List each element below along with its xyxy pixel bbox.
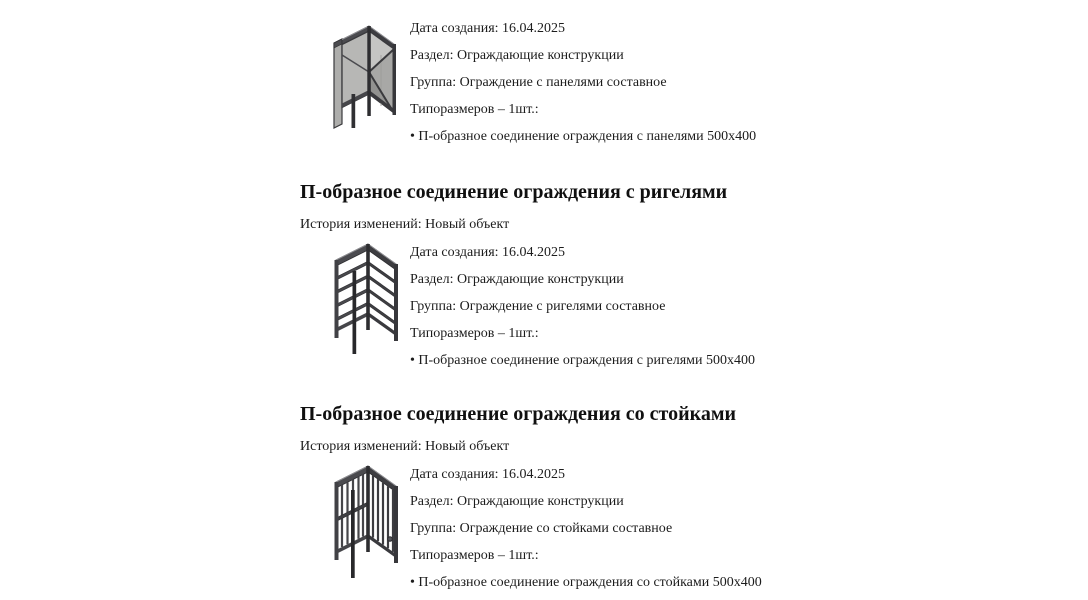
railing-panels-figure	[330, 14, 404, 140]
typesize-count-line: Типоразмеров – 1шт.:	[410, 102, 539, 117]
typesize-bullet-item: • П-образное соединение ограждения со стойками 500x400	[410, 575, 762, 590]
history-line-posts: История изменений: Новый объект	[300, 439, 510, 454]
catalog-item-posts	[300, 458, 790, 592]
railing-rails-figure	[330, 238, 404, 364]
item-details	[410, 15, 790, 150]
item-details	[410, 461, 790, 596]
catalog-item-rails	[300, 236, 790, 370]
typesize-bullet-item: • П-образное соединение ограждения с ригелями 500x400	[410, 353, 755, 368]
creation-date-line: Дата создания: 16.04.2025	[410, 245, 566, 260]
gruppa-line: Группа: Ограждение с панелями составное	[410, 75, 667, 90]
section-title-rails: П-образное соединение ограждения с ригелями	[300, 181, 728, 203]
section-title-posts: П-образное соединение ограждения со стойками	[300, 403, 737, 425]
railing-panels-3d-image	[330, 14, 404, 140]
razdel-line: Раздел: Ограждающие конструкции	[410, 494, 624, 509]
railing-rails-3d-image	[330, 238, 404, 364]
gruppa-line: Группа: Ограждение со стойками составное	[410, 521, 673, 536]
typesize-bullet-item: • П-образное соединение ограждения с панелями 500x400	[410, 129, 757, 144]
history-line-rails: История изменений: Новый объект	[300, 217, 510, 232]
catalog-item-panels	[300, 12, 790, 146]
razdel-line: Раздел: Ограждающие конструкции	[410, 272, 624, 287]
document-column	[300, 0, 790, 600]
item-details	[410, 239, 790, 374]
typesize-count-line: Типоразмеров – 1шт.:	[410, 326, 539, 341]
railing-posts-figure	[330, 460, 404, 586]
razdel-line: Раздел: Ограждающие конструкции	[410, 48, 624, 63]
railing-posts-3d-image	[330, 460, 404, 586]
typesize-count-line: Типоразмеров – 1шт.:	[410, 548, 539, 563]
gruppa-line: Группа: Ограждение с ригелями составное	[410, 299, 666, 314]
creation-date-line: Дата создания: 16.04.2025	[410, 21, 566, 36]
creation-date-line: Дата создания: 16.04.2025	[410, 467, 566, 482]
